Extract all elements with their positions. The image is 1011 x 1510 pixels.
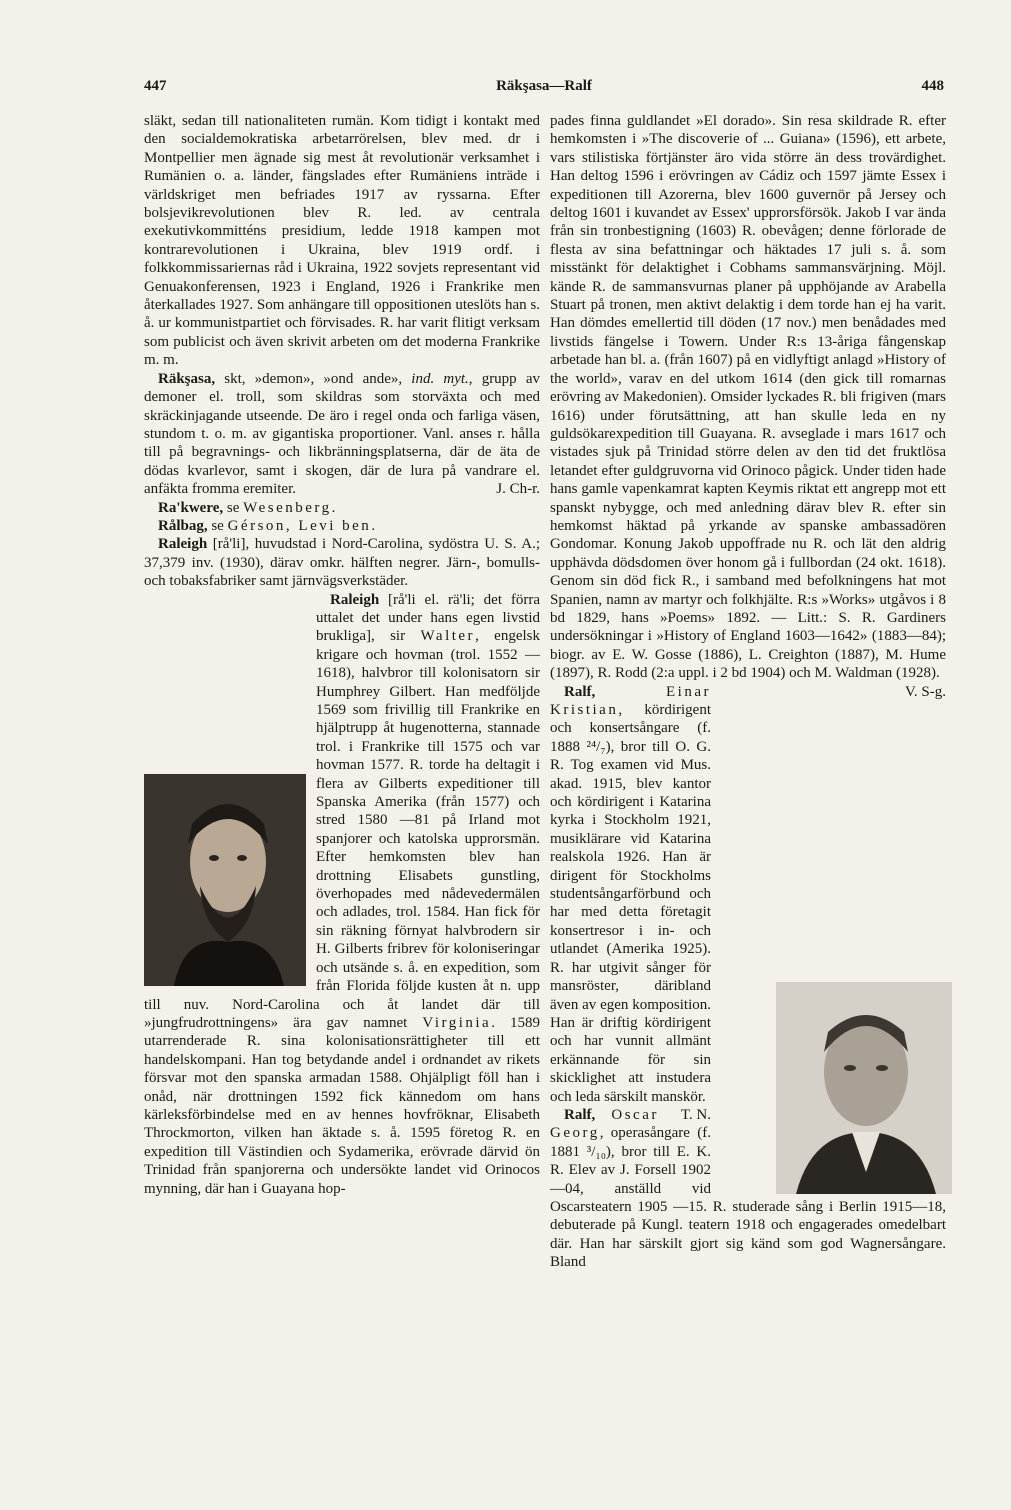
subject-label: ind. myt. (411, 370, 469, 387)
entry-text: . 1589 utarrenderade R. sina kolonisationsrättigheter till ett handelskompani. Han tog betydande andel i ordnandet av rikets försvar mot den spanska armadan 1588. Ohjälpligt föll han i onåd, när drottningen 1592 fick kännedom om hans kärleksförbindelse med en av hennes hovfröknar, Elisabeth Throckmorton, vilken han äktade s. å. 1595 företog R. en expedition till Västindien och Sydamerika, erövrade därvid ön Trinidad från spanjorerna och undersökte landet vid Orinocos mynning, där han i Guayana hop- (144, 1014, 540, 1197)
entry-text: , grupp av demoner el. troll, som skildras som storväxta och med skräckinjagande utseende. De äro i regel onda och farliga väsen, stundom t. o. m. av gigantiska proportioner. Vanl. anses r. hålla till på begravnings- och likbränningsplatserna, där de äta de dödas kvarlevor, samt i skogen, där de lura på vandrare el. anfäkta fromma eremiter. (144, 370, 540, 498)
person-name: Oscar Georg (550, 1106, 659, 1142)
page-number-right: 448 (921, 78, 944, 94)
headword-ralf-oscar: Ralf, (564, 1106, 596, 1123)
rakovskij-continuation: släkt, sedan till nationaliteten rumän. Kom tidigt i kontakt med den socialdemokratiska arbetarrörelsen, blev med. dr i Montpellier men ägnade sig mest åt revolutionär verksamhet i Rumänien o. a. länder, fängslades efter Rumäniens inträde i världskriget men befriades 1917 av ryssarna. Efter bolsjevikrevolutionen blev R. led. av centrala exekutivkommitténs presidium, ledde 1918 kampen mot kontrarevolutionen i Ukraina, blev 1919 ordf. i folkkommissariernas råd i Ukraina, 1922 sovjets representant vid Genuakonferensen, 1923 i England, 1926 i Frankrike men återkallades 1927. Som anhängare till oppositionen uteslöts han s. å. ur kommunistpartiet och förvisades. R. har varit flitigt verksam som publicist och även skrivit arbeten om det moderna Frankrike m. m. (144, 113, 540, 369)
running-head: Räkşasa—Ralf (496, 78, 592, 94)
entry-text: . (331, 499, 336, 516)
headword-ralbag: Rålbag, (158, 517, 208, 534)
entry-ralbag (144, 517, 540, 535)
place-name: Virginia (422, 1014, 492, 1031)
entry-text: , kördirigent och konsertsångare (f. 1888 ²⁴/₇), bror till O. G. R. Tog examen vid Mus. akad. 1915, blev kantor och kördirigent i Katarina kyrka i Stockholm 1921, musiklärare vid Katarina realskola 1926. Han är dirigent för Stockholms studentsångarförbund och har med detta företagit konsertresor i in- och utlandet (Amerika 1925). R. har utgivit sånger för mansröster, däribland även av egen komposition. Han är driftig kördirigent och har vunnit allmänt erkännande för sin skicklighet att instudera och leda särskilt manskör. (550, 702, 711, 1105)
entry-rakwere (144, 499, 540, 517)
raleigh-portrait-image (144, 774, 306, 986)
headword-rakwere: Ra'kwere, (158, 499, 224, 516)
entry-text: pades finna guldlandet »El dorado». Sin resa skildrade R. efter hemkomsten i »The discoverie of ... Guiana» (1596), ett arbete, vars stilistiska förtjänster äro vida större än dess trovärdighet. Han deltog 1596 i erövringen av Cádiz och 1597 jämte Essex i expeditionen till Azorerna, blev 1600 guvernör på Jersey och deltog 1601 i kuvandet av Essex' upprorsförsök. Jakob I var ända från sin tronbestigning (1603) R. obevågen; denne förlorade de flesta av sina befattningar och häktades 17 juli s. å. som misstänkt för delaktighet i Cobhams sammansvärjning. Möjl. kände R. de sammansvurnas planer på upphöjande av Arabella Stuart på tronen, men aktivt delaktig i dem torde han ej ha varit. Han dömdes emellertid till döden (17 nov.) men benådades med livstids fängelse i Towern. Under R:s 13-åriga fångenskap arbetade han bl. a. (från 1607) på en vidlyftigt anlagd »History of the world», varav en del utkom 1614 (den gick till romarnas erövring av Makedonien). Omsider lyckades R. bli frigiven (mars 1616) under förutsättning, att han skulle leda en ny guldsökarexpedition till Guayana. R. avseglade i mars 1617 och vistades sjuk på Trinidad större delen av den tid det fruktlösa letandet efter guldgruvorna vid Orinoco pågick. Under tiden hade hans gamle vapenkamrat kapten Keymis riktat ett angrepp mot ett spanskt nybygge, och med anledning därav blev R. efter sin hemkomst häktad på yrkande av spanske ambassadören Gondomar. Konung Jakob uppoffrade nu R. och lät den aldrig upphävda dödsdomen över honom gå i fullbordan (24 okt. 1618). Genom sin död fick R., i samband med befolkningens hat mot Spanien, namn av martyr och folkhjälte. R:s »Works» utgåvos i 8 bd 1829, hans »Poems» 1892. — Litt.: S. R. Gardiners undersökningar i »History of England 1603—1642» (1883—84); biogr. av E. W. Gosse (1886), L. Creighton (1887), M. Hume (1897), R. Rodd (2:a uppl. i 2 bd 1904) och M. Waldman (1928). (550, 113, 946, 682)
entry-text: , operasångare (f. 1881 ³/₁₀), bror till E. K. R. Elev av J. Forsell 1902—04, anställd vid Oscarsteatern 1905 —15. R. studerade sång i Berlin 1915—18, debuterade på Kungl. teatern 1918 och engagerades omedelbart där. Han har särskilt gjort sig känd som god Wagnersångare. Bland (550, 1125, 946, 1271)
page-number-left: 447 (144, 78, 167, 94)
entry-raleigh-city (144, 535, 540, 590)
person-name: Walter (420, 628, 476, 645)
cross-reference: Gérson, Levi ben (227, 517, 372, 534)
person-name: Einar Kristian (550, 683, 711, 718)
entry-text: [rå'li], huvudstad i Nord-Carolina, sydöstra U. S. A.; 37,379 inv. (1930), därav omkr. hälften negrer. Järn-, bomulls- och tobaksfabriker samt järnvägsverkstäder. (144, 536, 540, 590)
page-header (144, 78, 944, 100)
headword-raleigh-walter: Raleigh (330, 591, 380, 608)
cross-reference: Wesenberg (243, 499, 332, 516)
ralf-portrait-image (776, 982, 952, 1194)
entry-raksasa (144, 370, 540, 499)
left-column (144, 112, 540, 1198)
entry-text: se (223, 499, 244, 516)
headword-raksasa: Räkşasa, (158, 370, 216, 387)
author-signature: T. N. (680, 1106, 711, 1123)
entry-text: se (207, 517, 228, 534)
author-signature: V. S-g. (905, 683, 946, 700)
entry-text: skt, »demon», »ond ande», (215, 370, 412, 387)
author-signature: J. Ch-r. (496, 481, 540, 498)
entry-text: [rå'li el. rä'li; det förra uttalet det under hans egen livstid brukliga], sir (316, 591, 540, 645)
headword-ralf-einar: Ralf, (564, 683, 596, 700)
entry-text: , engelsk krigare och hovman (trol. 1552 —1618), halvbror till kolonisatorn sir Humphrey Gilbert. Han medföljde 1569 som frivillig till Frankrike en hjälptrupp åt hugenotterna, stannade trol. i Frankrike till 1575 och var hovman 1577. R. torde ha deltagit i flera av Gilberts expeditioner till Spanska Amerika (från 1577) och stred 1580 —81 på Irland mot spanjorer och katolska upprorsmän. Efter hemkomsten blev han drottning Elisabets gunstling, överhopades med nådevedermälen och adlades, trol. 1584. Han fick för sin räkning förnyat halvbrodern sir H. Gilberts fribrev för koloniseringar och utsände s. å. en expedition, som från Florida följde kusten åt n. upp till nuv. Nord-Carolina och åt landet där till »jungfrudrottningens» ära gav namnet (144, 628, 540, 1031)
entry-text: . (371, 517, 376, 534)
headword-raleigh-city: Raleigh (158, 536, 208, 553)
